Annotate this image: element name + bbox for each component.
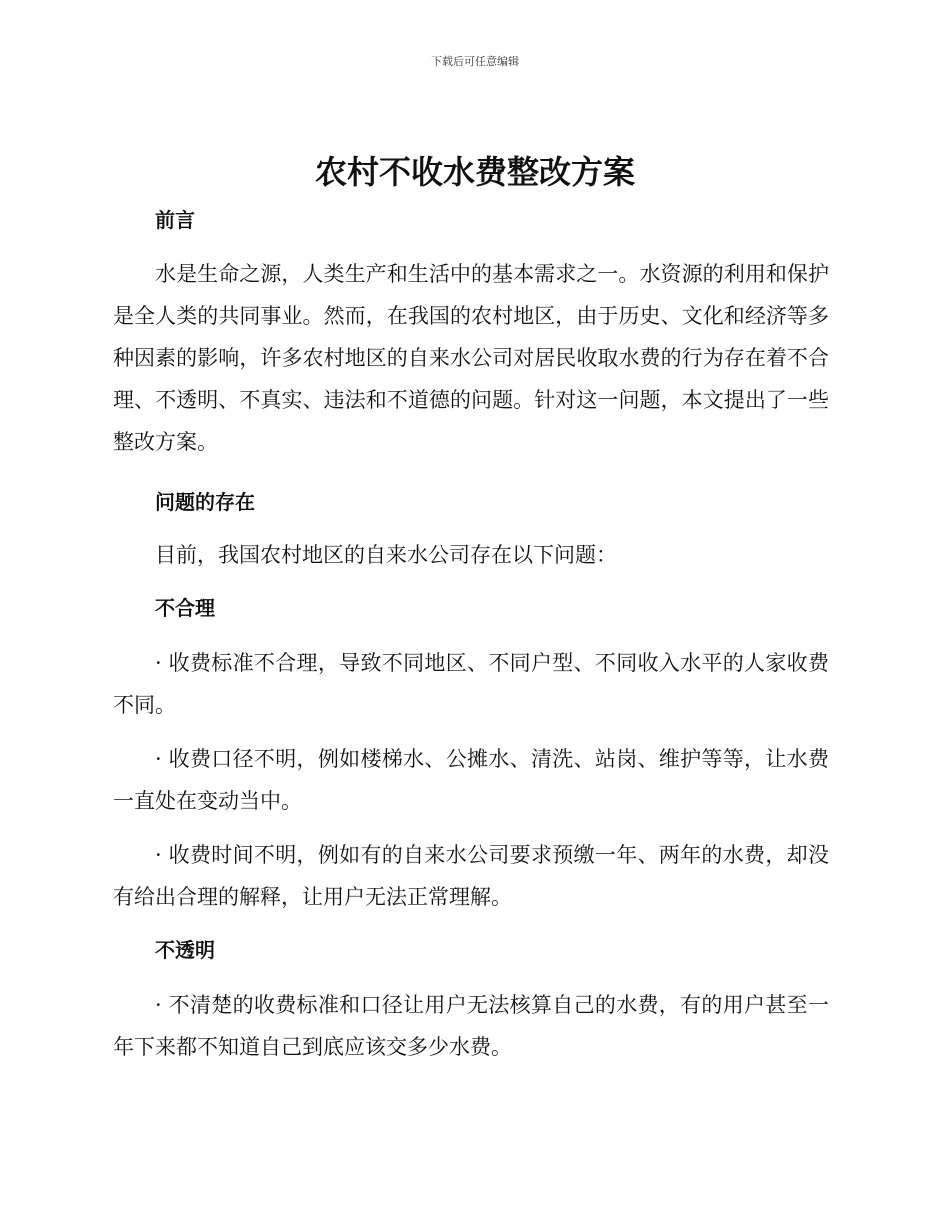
document-body [113, 200, 829, 1068]
bullet-paragraph: · 收费标准不合理，导致不同地区、不同户型、不同收入水平的人家收费不同。 [113, 651, 829, 717]
paragraph-problems-lead: 目前，我国农村地区的自来水公司存在以下问题： [155, 543, 617, 567]
page-header-note: 下载后可任意编辑 [431, 55, 519, 68]
section-heading-opaque: 不透明 [155, 938, 215, 962]
section-heading-unreasonable: 不合理 [155, 596, 215, 620]
bullet-paragraph: · 收费时间不明，例如有的自来水公司要求预缴一年、两年的水费，却没有给出合理的解释，让用户无法正常理解。 [113, 843, 829, 909]
bullet-paragraph: · 收费口径不明，例如楼梯水、公摊水、清洗、站岗、维护等等，让水费一直处在变动当中。 [113, 747, 829, 813]
bullet-paragraph: · 不清楚的收费标准和口径让用户无法核算自己的水费，有的用户甚至一年下来都不知道自己到底应该交多少水费。 [113, 993, 829, 1059]
section-heading-preface: 前言 [155, 208, 195, 232]
paragraph-preface: 水是生命之源，人类生产和生活中的基本需求之一。水资源的利用和保护是全人类的共同事业。然而，在我国的农村地区，由于历史、文化和经济等多种因素的影响，许多农村地区的自来水公司对居民收取水费的行为存在着不合理、不透明、不真实、违法和不道德的问题。针对这一问题，本文提出了一些整改方案。 [113, 262, 829, 454]
document-title: 农村不收水费整改方案 [314, 153, 635, 191]
section-heading-problems: 问题的存在 [155, 490, 255, 514]
